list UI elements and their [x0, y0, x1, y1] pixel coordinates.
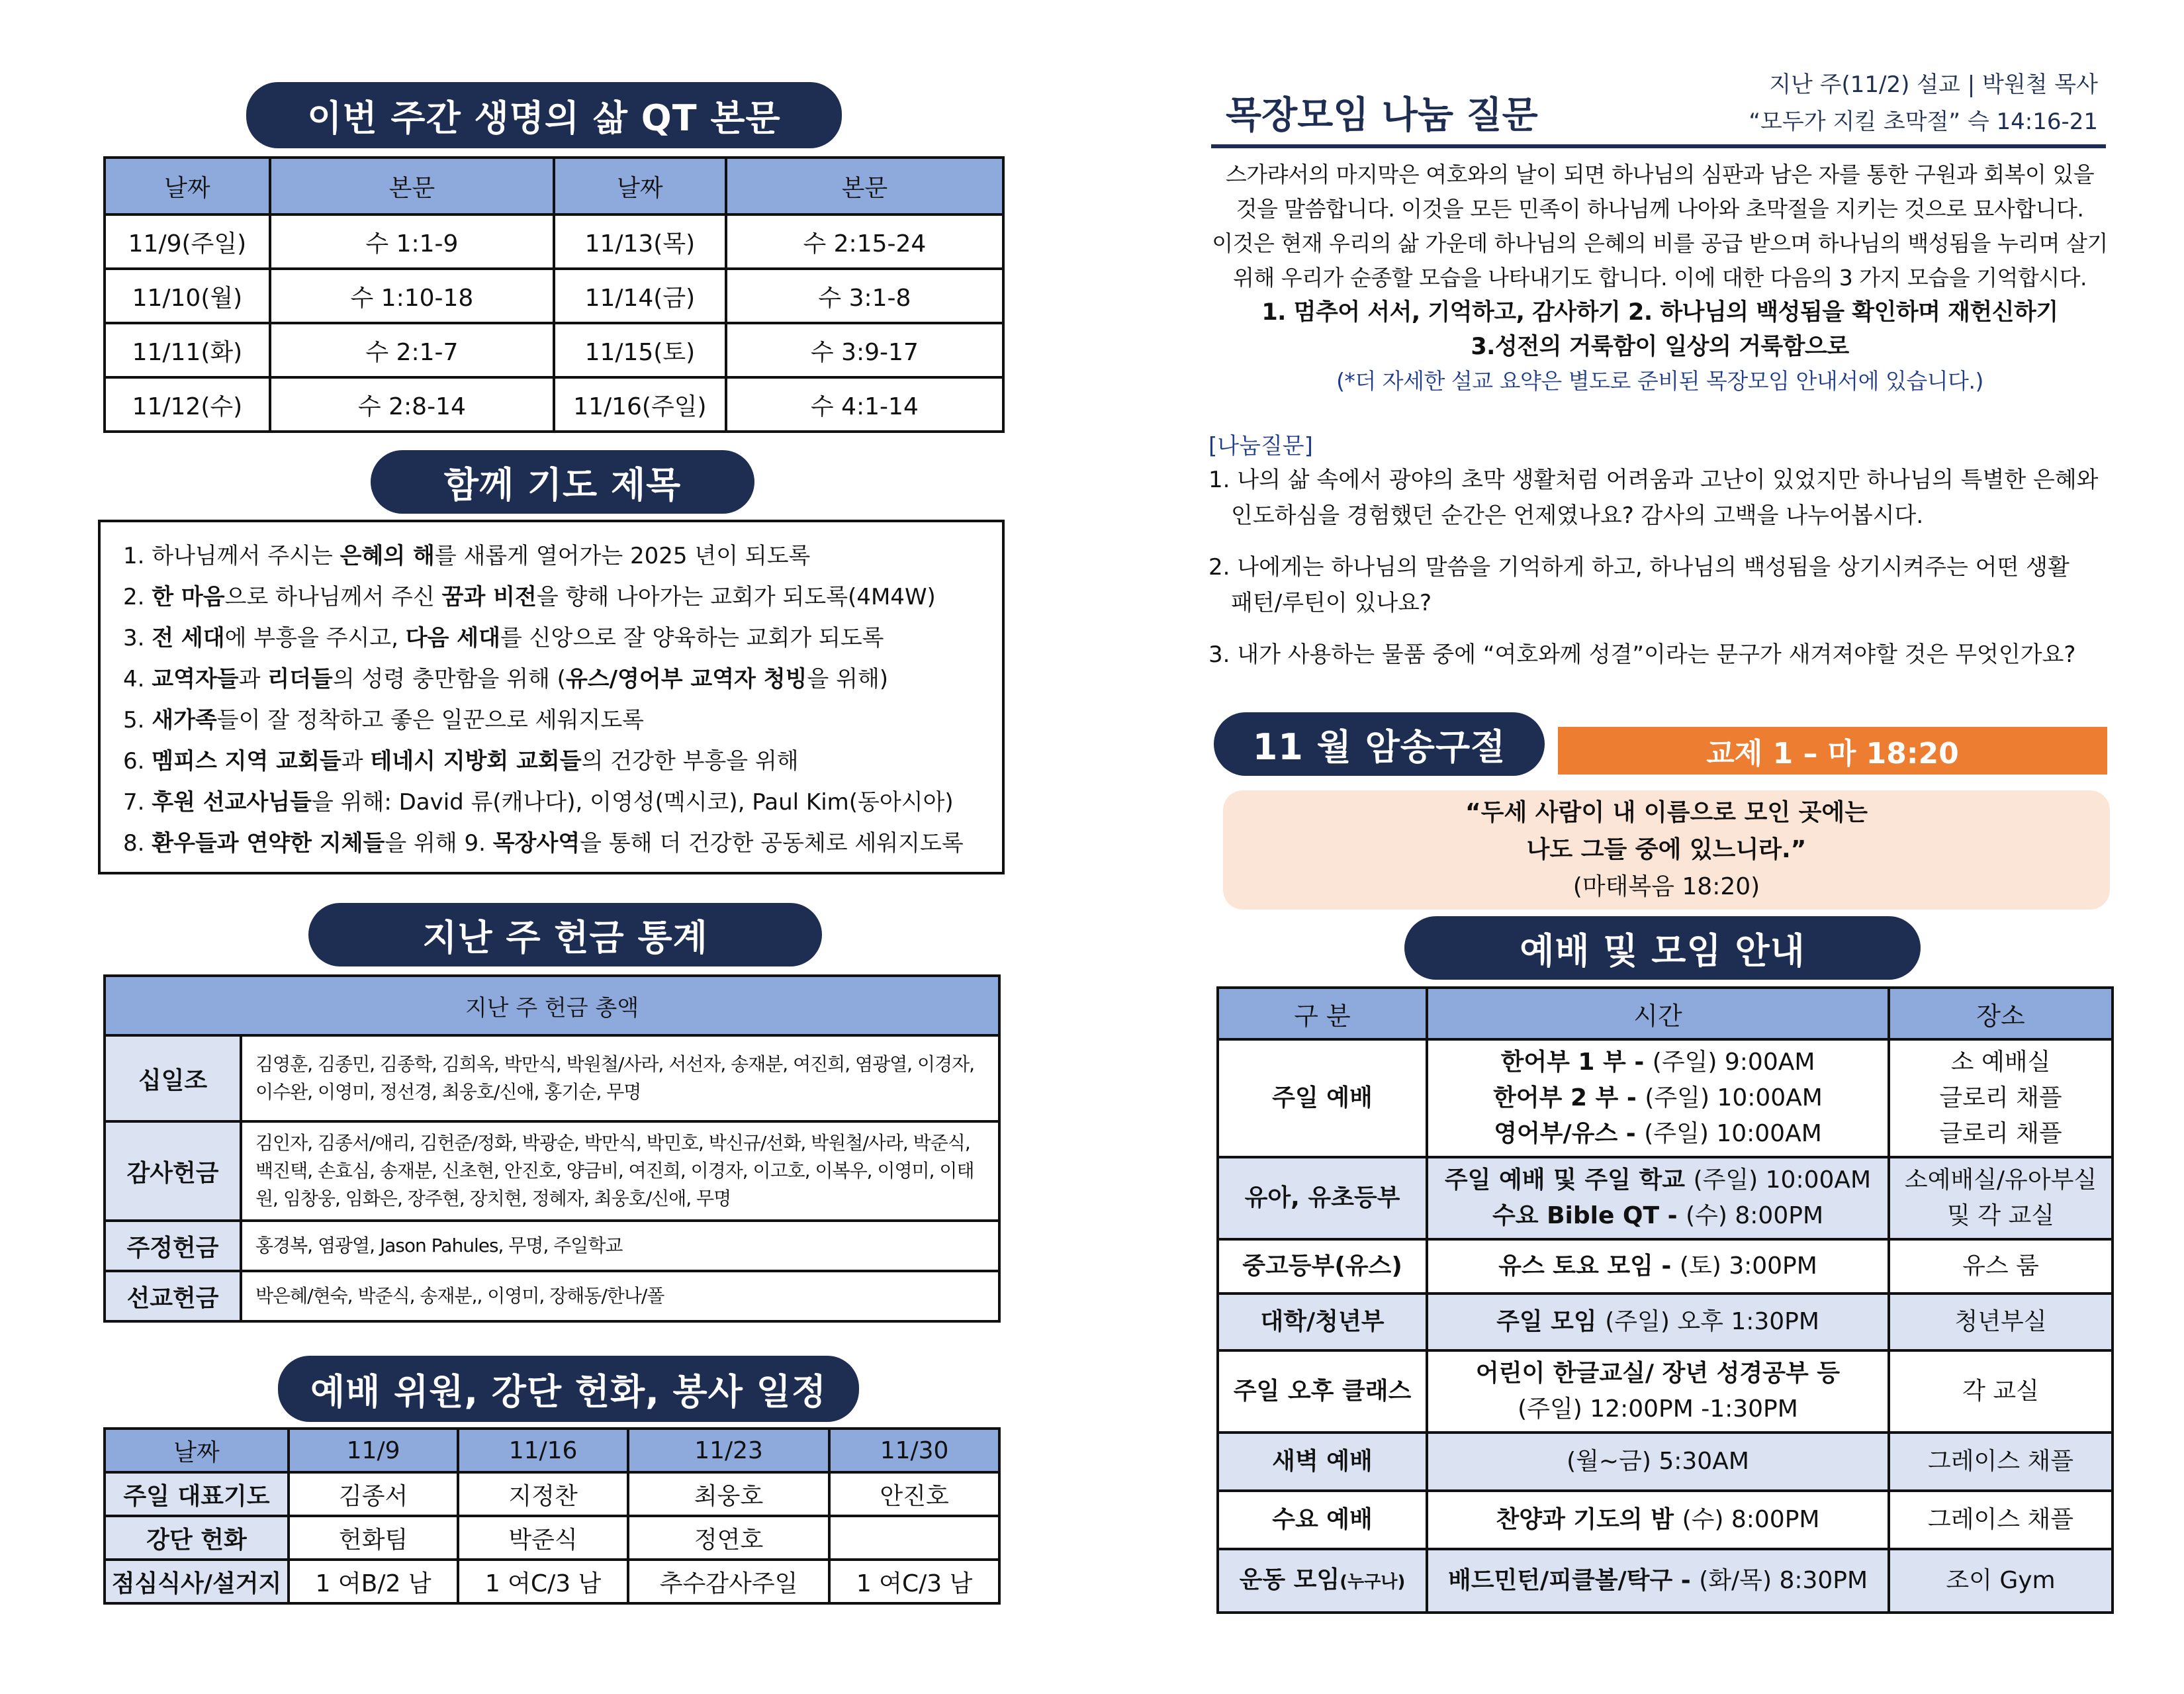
- prayer-text: 4.: [123, 666, 152, 692]
- prayer-emphasis: 환우들과 연약한 지체들: [152, 830, 385, 857]
- qt-cell: 11/9(주일): [105, 214, 270, 269]
- worship-place-line: 청년부실: [1954, 1308, 2047, 1335]
- worship-event: 한어부 2 부 -: [1493, 1084, 1645, 1111]
- worship-category: [1218, 1239, 1427, 1294]
- worship-time: [1427, 1491, 1889, 1549]
- sermon-summary: [1208, 158, 2111, 399]
- offering-names: 박은혜/현숙, 박준식, 송재분,, 이영미, 장해동/한나/폴: [241, 1271, 999, 1321]
- worship-event: 유스 토요 모임 -: [1498, 1252, 1680, 1280]
- prayer-text: 에 부흥을 주시고,: [224, 625, 406, 651]
- prayer-item: [123, 741, 979, 782]
- worship-category: [1218, 1294, 1427, 1350]
- qt-cell: 수 4:1-14: [726, 377, 1003, 432]
- worship-row: [1218, 1294, 2113, 1350]
- question-1-line-1: 1. 나의 삶 속에서 광야의 초막 생활처럼 어려움과 고난이 있었지만 하나님의 특별한 은혜와: [1208, 467, 2099, 493]
- qt-cell: 11/13(목): [554, 214, 726, 269]
- prayer-list: [98, 520, 1005, 874]
- worship-place-line: 소예배실/유아부실: [1904, 1166, 2097, 1194]
- schedule-row: [105, 1516, 999, 1560]
- prayer-text: 의 건강한 부흥을 위해: [581, 748, 799, 775]
- prayer-item: [123, 536, 979, 577]
- worship-category-label: 운동 모임: [1239, 1566, 1340, 1593]
- prayer-text: 을 통해 더 건강한 공동체로 세워지도록: [580, 830, 964, 857]
- prayer-emphasis: 후원 선교사님들: [152, 789, 312, 816]
- qt-cell: 수 2:1-7: [270, 323, 554, 377]
- worship-place-line: 글로리 채플: [1939, 1084, 2062, 1111]
- worship-time-line: [1431, 1248, 1885, 1284]
- prayer-item: [123, 618, 979, 659]
- schedule-row: [105, 1472, 999, 1516]
- worship-category-label: 주일 예배: [1272, 1084, 1373, 1111]
- worship-time: [1427, 1350, 1889, 1433]
- worship-header-cell: 시간: [1427, 988, 1889, 1039]
- qt-header-row: [105, 158, 1003, 214]
- summary-line: 위해 우리가 순종할 모습을 나타내기도 합니다. 이에 대한 다음의 3 가지 모습을 기억합시다.: [1233, 265, 2087, 291]
- schedule-cell: 1 여C/3 남: [458, 1560, 628, 1603]
- summary-line: 것을 말씀합니다. 이것을 모든 민족이 하나님께 나아와 초막절을 지키는 것으로 묘사합니다.: [1236, 196, 2084, 222]
- worship-place: [1889, 1294, 2113, 1350]
- worship-category-label: 중고등부(유스): [1242, 1252, 1402, 1280]
- worship-row: [1218, 1350, 2113, 1433]
- schedule-header-cell: 11/16: [458, 1429, 628, 1472]
- worship-event: 배드민턴/피클볼/탁구 -: [1447, 1567, 1700, 1594]
- worship-when: (주일) 10:00AM: [1645, 1084, 1823, 1111]
- worship-time-line: [1431, 1162, 1885, 1198]
- worship-place: [1889, 1433, 2113, 1491]
- summary-points-2: 3.성전의 거룩함이 일상의 거룩함으로: [1471, 334, 1849, 360]
- worship-time: [1427, 1433, 1889, 1491]
- prayer-emphasis: 은혜의 해: [340, 543, 435, 569]
- offering-title: 지난 주 헌금 통계: [308, 903, 822, 966]
- qt-cell: 수 1:1-9: [270, 214, 554, 269]
- offering-category: 주정헌금: [105, 1221, 241, 1271]
- prayer-emphasis: 유스/영어부 교역자 청빙: [565, 666, 807, 692]
- qt-cell: 11/10(월): [105, 269, 270, 323]
- offering-names: 김영훈, 김종민, 김종학, 김희옥, 박만식, 박원철/사라, 서선자, 송재분, 여진희, 염광열, 이경자, 이수완, 이영미, 정선경, 최웅호/신애, 홍기순, 무명: [241, 1035, 999, 1121]
- worship-category-label: 수요 예배: [1272, 1506, 1373, 1533]
- schedule-cell: 1 여B/2 남: [289, 1560, 458, 1603]
- schedule-header-row: [105, 1429, 999, 1472]
- schedule-header-cell: 11/23: [628, 1429, 829, 1472]
- offering-table: [103, 974, 1001, 1323]
- schedule-cell: 김종서: [289, 1472, 458, 1516]
- memory-reference-bar: 교제 1 – 마 18:20: [1558, 727, 2107, 775]
- verse-line-1: “두세 사람이 내 이름으로 모인 곳에는: [1465, 799, 1868, 826]
- prayer-emphasis: 다음 세대: [405, 625, 500, 651]
- schedule-cell: 최웅호: [628, 1472, 829, 1516]
- question-2: [1208, 549, 2122, 621]
- prayer-emphasis: 새가족: [152, 707, 217, 733]
- worship-title: 예배 및 모임 안내: [1404, 916, 1921, 980]
- worship-category: [1218, 1157, 1427, 1239]
- qt-row: [105, 323, 1003, 377]
- worship-when: (수) 8:00PM: [1682, 1506, 1820, 1533]
- qt-cell: 수 3:9-17: [726, 323, 1003, 377]
- question-1: [1208, 462, 2122, 534]
- worship-event: 찬양과 기도의 밤: [1496, 1506, 1682, 1533]
- worship-category: [1218, 1350, 1427, 1433]
- worship-place-line: 각 교실: [1962, 1378, 2039, 1405]
- worship-time-line: [1431, 1304, 1885, 1340]
- qt-cell: 수 2:8-14: [270, 377, 554, 432]
- qt-header-cell: 본문: [726, 158, 1003, 214]
- prayer-emphasis: 리더들: [267, 666, 333, 692]
- worship-place-line: 그레이스 채플: [1927, 1506, 2074, 1533]
- worship-time-line: [1431, 1563, 1885, 1599]
- prayer-text: 들이 잘 정착하고 좋은 일꾼으로 세워지도록: [216, 707, 645, 733]
- qt-title: 이번 주간 생명의 삶 QT 본문: [246, 82, 842, 148]
- worship-time: [1427, 1039, 1889, 1157]
- prayer-item: [123, 782, 979, 823]
- summary-points-1: 1. 멈추어 서서, 기억하고, 감사하기 2. 하나님의 백성됨을 확인하며 재헌신하기: [1261, 299, 2058, 326]
- worship-when: (주일) 9:00AM: [1652, 1049, 1815, 1076]
- schedule-header-cell: 11/30: [829, 1429, 999, 1472]
- worship-event: 어린이 한글교실/ 장년 성경공부 등: [1475, 1360, 1841, 1387]
- schedule-header-cell: 날짜: [105, 1429, 289, 1472]
- schedule-cell: [829, 1516, 999, 1560]
- prayer-item: [123, 823, 979, 864]
- schedule-title: 예배 위원, 강단 헌화, 봉사 일정: [278, 1356, 859, 1422]
- worship-place: [1889, 1239, 2113, 1294]
- prayer-item: [123, 659, 979, 700]
- worship-place: [1889, 1157, 2113, 1239]
- worship-row: [1218, 1549, 2113, 1613]
- qt-row: [105, 377, 1003, 432]
- worship-row: [1218, 1433, 2113, 1491]
- qt-cell: 수 3:1-8: [726, 269, 1003, 323]
- worship-category: [1218, 1433, 1427, 1491]
- prayer-text: 1. 하나님께서 주시는: [123, 543, 340, 569]
- qt-cell: 수 2:15-24: [726, 214, 1003, 269]
- question-3: [1208, 637, 2122, 673]
- worship-time: [1427, 1294, 1889, 1350]
- offering-header-row: [105, 976, 999, 1035]
- sermon-line-2: “모두가 지킬 초막절” 슥 14:16-21: [1749, 109, 2098, 135]
- worship-time-line: [1431, 1116, 1885, 1152]
- schedule-cell: 안진호: [829, 1472, 999, 1516]
- sermon-line-1: 지난 주(11/2) 설교 | 박원철 목사: [1769, 71, 2098, 98]
- worship-event: 수요 Bible QT -: [1492, 1202, 1686, 1229]
- worship-row: [1218, 1239, 2113, 1294]
- worship-time-line: [1431, 1502, 1885, 1538]
- worship-place: [1889, 1039, 2113, 1157]
- question-1-line-2: 인도하심을 경험했던 순간은 언제였나요? 감사의 고백을 나누어봅시다.: [1231, 502, 1924, 529]
- worship-time: [1427, 1549, 1889, 1613]
- worship-time: [1427, 1157, 1889, 1239]
- offering-names: 김인자, 김종서/애리, 김헌준/정화, 박광순, 박만식, 박민호, 박신규/선화, 박원철/사라, 박준식, 백진택, 손효심, 송재분, 신초현, 안진호, 양금비, 여진희, 이경자, 이고호, 이복우, 이영미, 이태원, 임창웅, 임화은, 장주현, 장치현, 정혜자, 최웅호/신애, 무명: [241, 1121, 999, 1221]
- worship-time-line: [1431, 1045, 1885, 1080]
- schedule-cell: 정연호: [628, 1516, 829, 1560]
- schedule-table: [103, 1427, 1001, 1605]
- worship-category-label: 새벽 예배: [1272, 1448, 1373, 1475]
- worship-category-note: (누구나): [1340, 1572, 1406, 1592]
- qt-table: [103, 156, 1005, 433]
- prayer-emphasis: 목장사역: [492, 830, 580, 857]
- worship-category: [1218, 1491, 1427, 1549]
- prayer-emphasis: 테네시 지방회 교회들: [370, 748, 582, 775]
- worship-when: (주일) 12:00PM -1:30PM: [1518, 1395, 1798, 1423]
- worship-event: 영어부/유스 -: [1494, 1120, 1645, 1147]
- questions-label: [나눔질문]: [1208, 433, 1313, 459]
- offering-category: 감사헌금: [105, 1121, 241, 1221]
- prayer-text: 을 위해): [807, 666, 889, 692]
- worship-place-line: 유스 룸: [1962, 1252, 2039, 1280]
- memory-title: 11 월 암송구절: [1214, 712, 1545, 776]
- question-2-line-2: 패턴/루틴이 있나요?: [1231, 590, 1432, 616]
- prayer-text: 으로 하나님께서 주신: [224, 584, 442, 610]
- worship-place-line: 그레이스 채플: [1927, 1448, 2074, 1475]
- qt-row: [105, 214, 1003, 269]
- worship-time-line: [1431, 1356, 1885, 1391]
- prayer-text: 을 향해 나아가는 교회가 되도록(4M4W): [536, 584, 936, 610]
- qt-cell: 11/14(금): [554, 269, 726, 323]
- worship-time-line: [1431, 1444, 1885, 1480]
- prayer-text: 3.: [123, 625, 152, 651]
- qt-cell: 11/11(화): [105, 323, 270, 377]
- offering-category: 선교헌금: [105, 1271, 241, 1321]
- prayer-emphasis: 교역자들: [152, 666, 239, 692]
- schedule-cell: 추수감사주일: [628, 1560, 829, 1603]
- prayer-emphasis: 꿈과 비전: [441, 584, 537, 610]
- sermon-info: [1749, 66, 2098, 140]
- worship-table: [1216, 986, 2114, 1614]
- worship-category-label: 유아, 유초등부: [1244, 1184, 1400, 1211]
- question-3-line-1: 3. 내가 사용하는 물품 중에 “여호와께 성결”이라는 문구가 새겨져야할 것은 무엇인가요?: [1208, 641, 2076, 668]
- qt-cell: 11/16(주일): [554, 377, 726, 432]
- worship-place-line: 조이 Gym: [1946, 1567, 2056, 1594]
- offering-header: 지난 주 헌금 총액: [105, 976, 999, 1035]
- worship-when: (수) 8:00PM: [1686, 1202, 1823, 1229]
- worship-time-line: [1431, 1080, 1885, 1116]
- offering-names: 홍경복, 염광열, Jason Pahules, 무명, 주일학교: [241, 1221, 999, 1271]
- schedule-cell: 박준식: [458, 1516, 628, 1560]
- worship-category-label: 대학/청년부: [1260, 1308, 1385, 1335]
- schedule-label: 점심식사/설거지: [105, 1560, 289, 1603]
- qt-cell: 11/15(토): [554, 323, 726, 377]
- verse-citation: (마태복음 18:20): [1572, 873, 1760, 900]
- prayer-item: [123, 700, 979, 741]
- worship-event: 주일 예배 및 주일 학교: [1444, 1166, 1694, 1194]
- worship-when: (주일) 오후 1:30PM: [1605, 1308, 1819, 1335]
- worship-time: [1427, 1239, 1889, 1294]
- schedule-cell: 1 여C/3 남: [829, 1560, 999, 1603]
- qt-header-cell: 본문: [270, 158, 554, 214]
- verse-line-2: 나도 그들 중에 있느니라.”: [1526, 836, 1807, 863]
- schedule-row: [105, 1560, 999, 1603]
- offering-row: [105, 1121, 999, 1221]
- prayer-emphasis: 멤피스 지역 교회들: [152, 748, 341, 775]
- worship-header-cell: 장소: [1889, 988, 2113, 1039]
- summary-line: 스가랴서의 마지막은 여호와의 날이 되면 하나님의 심판과 남은 자를 통한 구원과 회복이 있을: [1225, 162, 2095, 187]
- worship-place: [1889, 1491, 2113, 1549]
- schedule-label: 강단 헌화: [105, 1516, 289, 1560]
- worship-place-line: 및 각 교실: [1947, 1202, 2054, 1229]
- prayer-emphasis: 전 세대: [152, 625, 225, 651]
- prayer-item: [123, 577, 979, 618]
- schedule-cell: 지정찬: [458, 1472, 628, 1516]
- offering-category: 십일조: [105, 1035, 241, 1121]
- question-2-line-1: 2. 나에게는 하나님의 말씀을 기억하게 하고, 하나님의 백성됨을 상기시켜주는 어떤 생활: [1208, 554, 2070, 581]
- worship-when: (주일) 10:00AM: [1644, 1120, 1822, 1147]
- worship-category: [1218, 1549, 1427, 1613]
- qt-cell: 11/12(수): [105, 377, 270, 432]
- summary-note: (*더 자세한 설교 요약은 별도로 준비된 목장모임 안내서에 있습니다.): [1336, 368, 1983, 394]
- schedule-header-cell: 11/9: [289, 1429, 458, 1472]
- worship-when: (주일) 10:00AM: [1693, 1166, 1872, 1194]
- prayer-text: 과: [341, 748, 371, 775]
- worship-event: 한어부 1 부 -: [1500, 1049, 1653, 1076]
- qt-header-cell: 날짜: [554, 158, 726, 214]
- prayer-text: 의 성령 충만함을 위해 (: [332, 666, 566, 692]
- worship-row: [1218, 1157, 2113, 1239]
- worship-header-cell: 구 분: [1218, 988, 1427, 1039]
- qt-row: [105, 269, 1003, 323]
- worship-when: (월~금) 5:30AM: [1567, 1448, 1749, 1475]
- prayer-text: 을 위해 9.: [385, 830, 493, 857]
- worship-row: [1218, 1039, 2113, 1157]
- worship-event: 주일 모임: [1496, 1308, 1606, 1335]
- schedule-label: 주일 대표기도: [105, 1472, 289, 1516]
- worship-category-label: 주일 오후 클래스: [1233, 1378, 1412, 1405]
- qt-cell: 수 1:10-18: [270, 269, 554, 323]
- schedule-cell: 헌화팀: [289, 1516, 458, 1560]
- worship-time-line: [1431, 1198, 1885, 1234]
- sharing-title: 목장모임 나눔 질문: [1226, 94, 1538, 137]
- prayer-text: 을 위해: David 류(캐나다), 이영성(멕시코), Paul Kim(동아시아): [312, 789, 954, 816]
- worship-place-line: 소 예배실: [1950, 1049, 2051, 1076]
- offering-row: [105, 1035, 999, 1121]
- qt-header-cell: 날짜: [105, 158, 270, 214]
- prayer-text: 를 새롭게 열어가는 2025 년이 되도록: [434, 543, 811, 569]
- prayer-text: 과: [238, 666, 268, 692]
- prayer-text: 8.: [123, 830, 152, 857]
- worship-when: (토) 3:00PM: [1679, 1252, 1817, 1280]
- offering-row: [105, 1221, 999, 1271]
- memory-verse-box: [1223, 790, 2110, 910]
- worship-place-line: 글로리 채플: [1939, 1120, 2062, 1147]
- worship-when: (화/목) 8:30PM: [1699, 1567, 1868, 1594]
- worship-place: [1889, 1549, 2113, 1613]
- prayer-emphasis: 한 마음: [152, 584, 225, 610]
- worship-time-line: [1431, 1391, 1885, 1427]
- prayer-text: 5.: [123, 707, 152, 733]
- prayer-text: 2.: [123, 584, 152, 610]
- prayer-text: 를 신앙으로 잘 양육하는 교회가 되도록: [500, 625, 884, 651]
- offering-row: [105, 1271, 999, 1321]
- prayer-text: 6.: [123, 748, 152, 775]
- prayer-title: 함께 기도 제목: [371, 450, 754, 514]
- worship-row: [1218, 1491, 2113, 1549]
- worship-category: [1218, 1039, 1427, 1157]
- worship-header-row: [1218, 988, 2113, 1039]
- worship-place: [1889, 1350, 2113, 1433]
- summary-line: 이것은 현재 우리의 삶 가운데 하나님의 은혜의 비를 공급 받으며 하나님의 백성됨을 누리며 살기: [1212, 230, 2108, 256]
- prayer-text: 7.: [123, 789, 152, 816]
